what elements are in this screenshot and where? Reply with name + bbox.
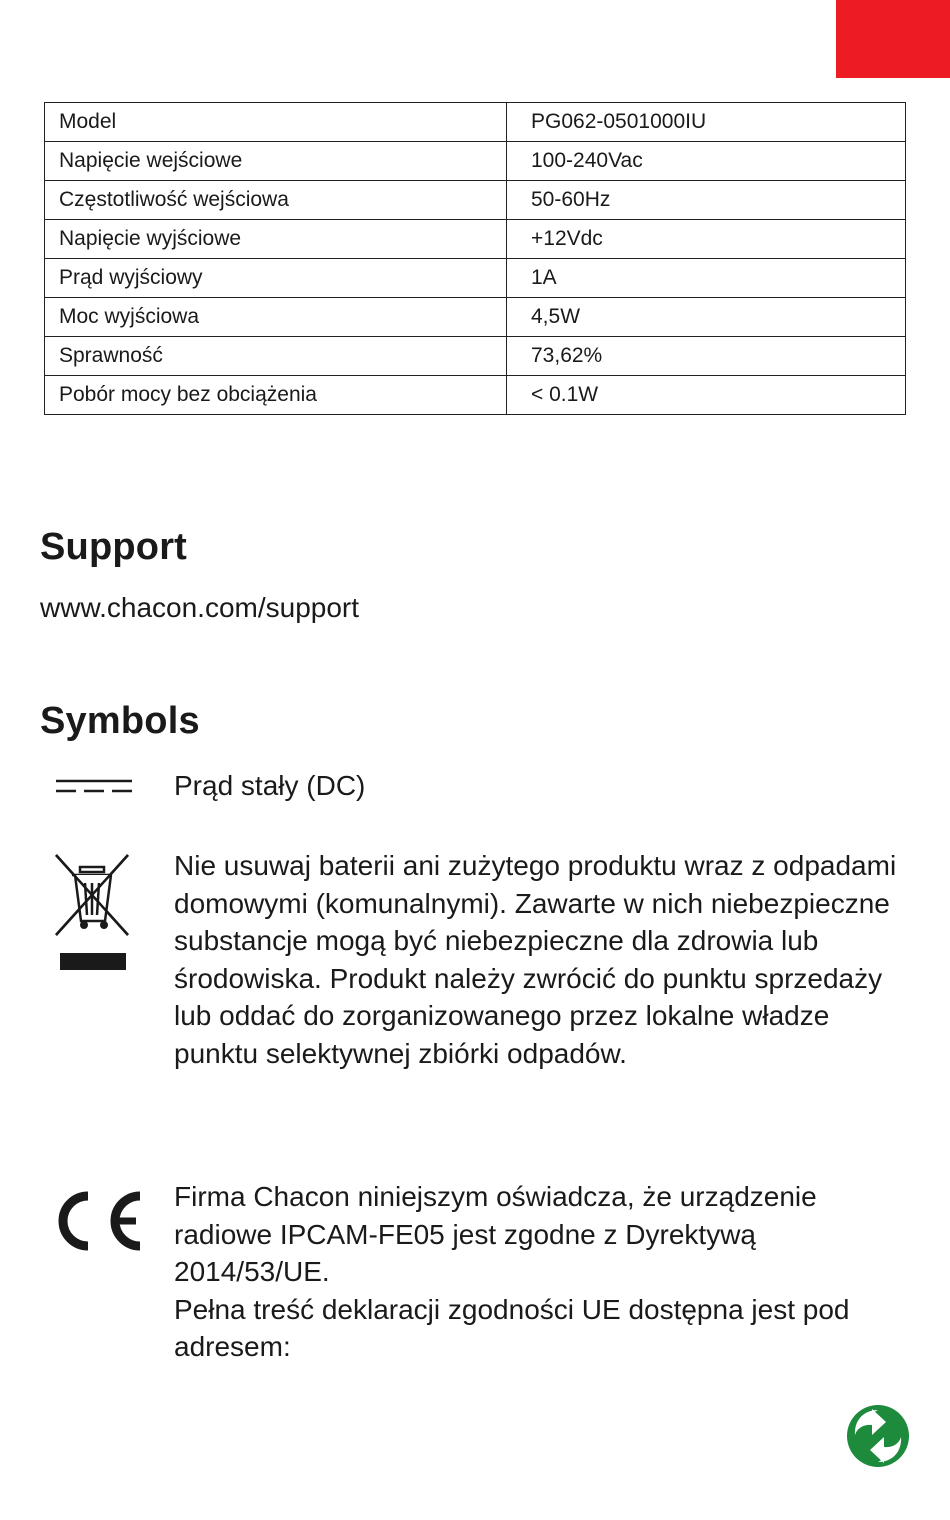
spec-label: Częstotliwość wejściowa	[45, 181, 507, 220]
ce-mark-icon	[46, 1190, 146, 1252]
spec-label: Model	[45, 103, 507, 142]
ce-declaration-address: Pełna treść deklaracji zgodności UE dostępna jest pod adresem:	[174, 1293, 850, 1363]
spec-label: Pobór mocy bez obciążenia	[45, 376, 507, 415]
green-dot-recycle-icon	[846, 1404, 910, 1468]
spec-row	[45, 298, 906, 337]
spec-value: 50-60Hz	[507, 181, 906, 220]
spec-value: PG062-0501000IU	[507, 103, 906, 142]
spec-value: +12Vdc	[507, 220, 906, 259]
support-heading: Support	[40, 526, 188, 568]
spec-row	[45, 181, 906, 220]
spec-row	[45, 376, 906, 415]
spec-label: Napięcie wejściowe	[45, 142, 507, 181]
spec-value: < 0.1W	[507, 376, 906, 415]
spec-label: Moc wyjściowa	[45, 298, 507, 337]
spec-value: 100-240Vac	[507, 142, 906, 181]
weee-symbol-text: Nie usuwaj baterii ani zużytego produktu wraz z odpadami domowymi (komunalnymi). Zawarte w nich niebezpieczne substancje mogą być niebezpieczne dla zdrowia lub środowiska. Produkt należy zwrócić do punktu sprzedaży lub oddać do zorganizowanego przez lokalne władze punktu selektywnej zbiórki odpadów.	[174, 850, 897, 1069]
spec-row	[45, 220, 906, 259]
spec-row	[45, 337, 906, 376]
support-link[interactable]: www.chacon.com/support	[40, 592, 360, 623]
spec-label: Prąd wyjściowy	[45, 259, 507, 298]
spec-value: 4,5W	[507, 298, 906, 337]
spec-label: Napięcie wyjściowe	[45, 220, 507, 259]
spec-value: 1A	[507, 259, 906, 298]
dc-current-icon	[56, 776, 132, 796]
dc-symbol-text: Prąd stały (DC)	[174, 770, 366, 801]
spec-row	[45, 259, 906, 298]
symbols-heading: Symbols	[40, 700, 200, 742]
ce-declaration: Firma Chacon niniejszym oświadcza, że urządzenie radiowe IPCAM-FE05 jest zgodne z Dyrektywą 2014/53/UE.	[174, 1181, 817, 1288]
spec-row	[45, 103, 906, 142]
spec-value: 73,62%	[507, 337, 906, 376]
spec-table	[44, 102, 906, 415]
spec-label: Sprawność	[45, 337, 507, 376]
ce-symbol-text	[174, 1178, 914, 1366]
crossed-bin-icon	[54, 853, 130, 971]
corner-tab	[836, 0, 950, 78]
spec-row	[45, 142, 906, 181]
